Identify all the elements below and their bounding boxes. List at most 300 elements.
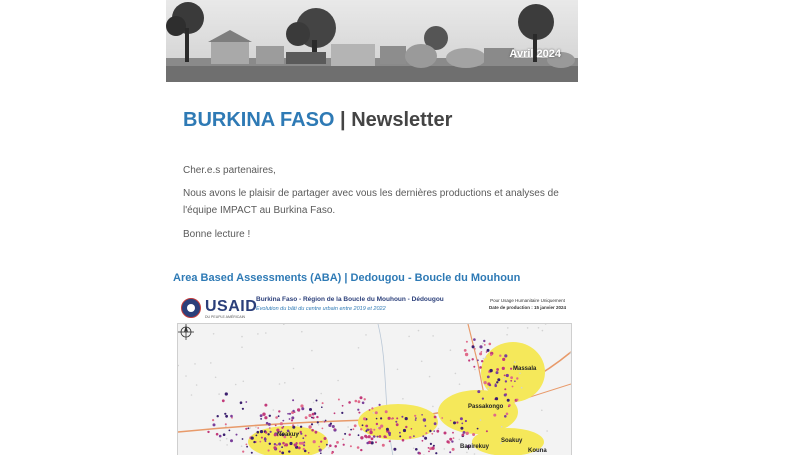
- background-dot: [215, 377, 217, 379]
- building-dot: [433, 430, 435, 432]
- closing-text: Bonne lecture !: [183, 229, 251, 240]
- background-dot: [413, 447, 415, 449]
- background-dot: [507, 327, 509, 329]
- building-dot: [516, 377, 518, 379]
- building-dot: [303, 448, 305, 450]
- background-dot: [191, 394, 193, 396]
- usaid-wordmark: USAID: [205, 298, 258, 315]
- background-dot: [432, 335, 434, 337]
- building-dot: [512, 386, 514, 388]
- building-dot: [499, 355, 501, 357]
- building-dot: [309, 408, 312, 411]
- building-dot: [396, 423, 399, 426]
- background-dot: [429, 376, 431, 378]
- building-dot: [355, 400, 358, 403]
- building-dot: [308, 414, 311, 417]
- building-dot: [385, 410, 388, 413]
- building-dot: [360, 396, 363, 399]
- background-dot: [444, 448, 446, 450]
- greeting-text: Cher.e.s partenaires,: [183, 165, 276, 176]
- building-dot: [350, 429, 352, 431]
- background-dot: [397, 369, 399, 371]
- building-dot: [324, 421, 326, 423]
- building-dot: [496, 371, 499, 374]
- building-dot: [366, 429, 368, 431]
- building-dot: [261, 437, 263, 439]
- building-dot: [366, 442, 369, 445]
- building-dot: [464, 349, 467, 352]
- building-dot: [245, 401, 247, 403]
- building-dot: [321, 406, 323, 408]
- building-dot: [481, 351, 483, 353]
- building-dot: [334, 428, 336, 430]
- building-dot: [319, 449, 322, 452]
- building-dot: [358, 400, 361, 403]
- background-dot: [235, 384, 237, 386]
- building-dot: [213, 423, 216, 426]
- background-dot: [358, 347, 360, 349]
- building-dot: [281, 446, 283, 448]
- building-dot: [362, 424, 364, 426]
- background-dot: [301, 331, 303, 333]
- building-dot: [262, 413, 265, 416]
- place-label-soakuy: Soakuy: [501, 438, 523, 444]
- building-dot: [278, 410, 280, 412]
- background-dot: [337, 380, 339, 382]
- building-dot: [453, 421, 456, 424]
- building-dot: [479, 345, 482, 348]
- building-dot: [242, 451, 244, 453]
- building-dot: [430, 443, 432, 445]
- background-dot: [485, 357, 487, 359]
- building-dot: [450, 420, 452, 422]
- building-dot: [320, 452, 322, 454]
- background-dot: [450, 349, 452, 351]
- background-dot: [474, 369, 476, 371]
- building-dot: [260, 418, 262, 420]
- building-dot: [373, 435, 376, 438]
- building-dot: [449, 438, 452, 441]
- building-dot: [465, 353, 468, 356]
- background-dot: [503, 378, 505, 380]
- building-dot: [308, 425, 311, 428]
- background-dot: [322, 420, 324, 422]
- building-dot: [360, 436, 363, 439]
- background-dot: [194, 363, 196, 365]
- building-dot: [269, 427, 271, 429]
- building-dot: [282, 442, 285, 445]
- building-dot: [342, 405, 344, 407]
- building-dot: [419, 452, 421, 454]
- building-dot: [415, 419, 417, 421]
- building-dot: [479, 352, 482, 355]
- building-dot: [409, 436, 412, 439]
- building-dot: [507, 399, 510, 402]
- map-canvas: [177, 323, 572, 455]
- building-dot: [229, 430, 231, 432]
- title-separator: |: [334, 109, 352, 131]
- building-dot: [375, 441, 377, 443]
- map-image[interactable]: [173, 290, 574, 455]
- building-dot: [216, 433, 219, 436]
- building-dot: [368, 435, 371, 438]
- building-dot: [318, 446, 320, 448]
- background-dot: [542, 330, 544, 332]
- building-dot: [270, 431, 272, 433]
- building-dot: [305, 435, 307, 437]
- background-dot: [455, 373, 457, 375]
- building-dot: [371, 407, 373, 409]
- building-dot: [405, 417, 408, 420]
- building-dot: [342, 438, 344, 440]
- building-dot: [281, 427, 283, 429]
- building-dot: [486, 430, 488, 432]
- building-dot: [264, 404, 267, 407]
- building-dot: [388, 417, 391, 420]
- building-dot: [273, 446, 276, 449]
- building-dot: [444, 432, 447, 435]
- map-production-note: [489, 297, 566, 311]
- building-dot: [414, 415, 416, 417]
- building-dot: [411, 428, 413, 430]
- building-dot: [257, 431, 260, 434]
- building-dot: [389, 440, 391, 442]
- building-dot: [403, 429, 406, 432]
- building-dot: [268, 449, 270, 451]
- background-dot: [241, 346, 243, 348]
- building-dot: [246, 446, 248, 448]
- usage-note: Pour Usage Humanitaire Uniquement: [490, 298, 565, 303]
- background-dot: [506, 334, 508, 336]
- building-dot: [504, 415, 507, 418]
- building-dot: [379, 404, 381, 406]
- building-dot: [373, 429, 375, 431]
- building-dot: [331, 452, 333, 454]
- background-dot: [283, 324, 285, 325]
- building-dot: [264, 416, 267, 419]
- building-dot: [313, 440, 316, 443]
- building-dot: [225, 415, 228, 418]
- building-dot: [375, 411, 378, 414]
- building-dot: [484, 344, 486, 346]
- building-dot: [212, 419, 214, 421]
- building-dot: [434, 422, 437, 425]
- building-dot: [395, 421, 397, 423]
- building-dot: [334, 445, 337, 448]
- building-dot: [377, 436, 379, 438]
- building-dot: [424, 437, 427, 440]
- background-dot: [225, 425, 227, 427]
- background-dot: [311, 350, 313, 352]
- building-dot: [357, 409, 359, 411]
- background-dot: [432, 406, 434, 408]
- building-dot: [291, 419, 293, 421]
- background-dot: [408, 336, 410, 338]
- building-dot: [466, 432, 469, 435]
- building-dot: [456, 421, 458, 423]
- building-dot: [483, 340, 485, 342]
- building-dot: [251, 437, 254, 440]
- building-dot: [508, 406, 510, 408]
- building-dot: [472, 345, 475, 348]
- building-dot: [360, 428, 362, 430]
- background-dot: [482, 343, 484, 345]
- building-dot: [360, 449, 362, 451]
- building-dot: [473, 338, 476, 341]
- background-dot: [546, 430, 548, 432]
- usaid-tagline: DU PEUPLE AMÉRICAIN: [205, 315, 246, 319]
- background-dot: [365, 334, 367, 336]
- building-dot: [463, 431, 466, 434]
- background-dot: [421, 361, 423, 363]
- building-dot: [484, 381, 487, 384]
- background-dot: [243, 381, 245, 383]
- background-dot: [210, 362, 212, 364]
- building-dot: [230, 415, 233, 418]
- building-dot: [326, 444, 328, 446]
- builtup-zone-passakongo: [438, 390, 518, 434]
- place-label-kouna: Kouna: [528, 448, 547, 454]
- building-dot: [453, 437, 455, 439]
- building-dot: [497, 378, 500, 381]
- background-dot: [459, 383, 461, 385]
- building-dot: [334, 412, 336, 414]
- building-dot: [358, 434, 360, 436]
- background-dot: [241, 336, 243, 338]
- building-dot: [510, 376, 513, 379]
- building-dot: [289, 413, 291, 415]
- building-dot: [380, 425, 383, 428]
- building-dot: [300, 426, 302, 428]
- background-dot: [273, 409, 275, 411]
- background-dot: [488, 388, 490, 390]
- background-dot: [521, 387, 523, 389]
- background-dot: [514, 361, 516, 363]
- building-dot: [251, 452, 253, 454]
- building-dot: [460, 427, 463, 430]
- building-dot: [350, 445, 352, 447]
- building-dot: [311, 429, 314, 432]
- building-dot: [294, 444, 297, 447]
- background-dot: [527, 327, 529, 329]
- background-dot: [328, 447, 330, 449]
- header-banner-photo: [166, 0, 578, 82]
- building-dot: [288, 450, 290, 452]
- building-dot: [217, 415, 219, 417]
- building-dot: [495, 397, 498, 400]
- building-dot: [474, 348, 476, 350]
- map-title: Burkina Faso - Région de la Boucle du Mouhoun - Dédougou: [256, 296, 444, 303]
- building-dot: [433, 445, 435, 447]
- building-dot: [300, 433, 302, 435]
- building-dot: [248, 427, 250, 429]
- building-dot: [343, 444, 345, 446]
- building-dot: [386, 428, 389, 431]
- building-dot: [329, 444, 332, 447]
- map-subtitle: Evolution du bâti du centre urbain entre 2019 et 2022: [256, 306, 386, 312]
- building-dot: [495, 383, 497, 385]
- building-dot: [312, 413, 315, 416]
- building-dot: [415, 417, 417, 419]
- building-dot: [449, 451, 451, 453]
- building-dot: [504, 394, 507, 397]
- building-dot: [510, 380, 512, 382]
- building-dot: [502, 367, 505, 370]
- map-header: [173, 290, 574, 322]
- building-dot: [380, 417, 382, 419]
- building-dot: [256, 435, 258, 437]
- building-dot: [428, 447, 430, 449]
- background-dot: [318, 424, 320, 426]
- building-dot: [362, 402, 365, 405]
- background-dot: [519, 373, 521, 375]
- section-heading-link[interactable]: Area Based Assessments (ABA) | Dedougou - Boucle du Mouhoun: [173, 272, 521, 284]
- place-label-passakongo: Passakongo: [468, 404, 504, 410]
- building-dot: [297, 408, 300, 411]
- background-dot: [185, 375, 187, 377]
- building-dot: [305, 416, 308, 419]
- building-dot: [496, 381, 498, 383]
- building-dot: [423, 418, 426, 421]
- building-dot: [466, 341, 468, 343]
- building-dot: [259, 441, 261, 443]
- building-dot: [279, 451, 281, 453]
- background-dot: [501, 426, 503, 428]
- building-dot: [278, 443, 281, 446]
- building-dot: [422, 440, 424, 442]
- newsletter-date: Avril 2024: [509, 48, 561, 60]
- building-dot: [382, 444, 385, 447]
- building-dot: [341, 412, 343, 414]
- background-dot: [538, 327, 540, 329]
- building-dot: [338, 399, 340, 401]
- building-dot: [481, 360, 483, 362]
- building-dot: [289, 418, 291, 420]
- building-dot: [291, 416, 294, 419]
- building-dot: [452, 432, 454, 434]
- building-dot: [510, 368, 512, 370]
- building-dot: [506, 413, 509, 416]
- building-dot: [240, 401, 243, 404]
- building-dot: [253, 441, 255, 443]
- building-dot: [348, 401, 351, 404]
- background-dot: [545, 324, 547, 325]
- building-dot: [370, 428, 373, 431]
- place-label-noakuy: Noakuy: [277, 432, 299, 438]
- village-photo: [166, 0, 578, 82]
- background-dot: [284, 382, 286, 384]
- building-dot: [504, 388, 506, 390]
- building-dot: [389, 434, 391, 436]
- building-dot: [353, 428, 355, 430]
- building-dot: [369, 431, 372, 434]
- building-dot: [396, 417, 398, 419]
- building-dot: [461, 423, 463, 425]
- building-dot: [434, 416, 437, 419]
- building-dot: [460, 417, 463, 420]
- building-dot: [317, 421, 319, 423]
- building-dot: [489, 343, 492, 346]
- building-dot: [473, 366, 475, 368]
- building-dot: [399, 432, 401, 434]
- background-dot: [402, 398, 404, 400]
- building-dot: [311, 417, 313, 419]
- background-dot: [249, 427, 251, 429]
- background-dot: [483, 358, 485, 360]
- building-dot: [332, 425, 335, 428]
- building-dot: [425, 425, 427, 427]
- building-dot: [391, 418, 393, 420]
- building-dot: [431, 447, 434, 450]
- background-dot: [459, 439, 461, 441]
- building-dot: [482, 398, 484, 400]
- building-dot: [287, 413, 289, 415]
- building-dot: [275, 425, 277, 427]
- background-dot: [226, 438, 228, 440]
- building-dot: [316, 416, 318, 418]
- newsletter-label: Newsletter: [351, 109, 453, 131]
- building-dot: [344, 433, 346, 435]
- building-dot: [399, 435, 401, 437]
- building-dot: [365, 425, 368, 428]
- background-dot: [293, 368, 295, 370]
- background-dot: [255, 426, 257, 428]
- building-dot: [357, 446, 360, 449]
- background-dot: [213, 333, 215, 335]
- intro-paragraph: Nous avons le plaisir de partager avec vous les dernières productions et analyses de l'équipe IMPACT au Burkina Faso.: [183, 188, 559, 216]
- building-dot: [322, 428, 324, 430]
- building-dot: [300, 404, 303, 407]
- building-dot: [223, 433, 226, 436]
- building-dot: [320, 441, 322, 443]
- building-dot: [311, 423, 313, 425]
- background-dot: [297, 425, 299, 427]
- background-dot: [241, 445, 243, 447]
- page-title: [183, 109, 452, 132]
- building-dot: [393, 448, 396, 451]
- building-dot: [429, 430, 431, 432]
- building-dot: [468, 359, 470, 361]
- background-dot: [373, 412, 375, 414]
- building-dot: [441, 417, 443, 419]
- building-dot: [401, 416, 403, 418]
- building-dot: [302, 437, 304, 439]
- building-dot: [316, 400, 318, 402]
- building-dot: [280, 422, 283, 425]
- building-dot: [266, 422, 269, 425]
- building-dot: [222, 399, 225, 402]
- building-dot: [298, 447, 301, 450]
- building-dot: [207, 431, 209, 433]
- building-dot: [275, 416, 278, 419]
- building-dot: [242, 438, 244, 440]
- building-dot: [267, 433, 269, 435]
- building-dot: [242, 408, 244, 410]
- building-dot: [315, 431, 318, 434]
- building-dot: [219, 435, 222, 438]
- building-dot: [246, 444, 248, 446]
- building-dot: [265, 431, 267, 433]
- usaid-logo: [179, 296, 258, 319]
- building-dot: [336, 441, 339, 444]
- background-dot: [218, 393, 220, 395]
- building-dot: [436, 430, 439, 433]
- background-dot: [377, 427, 379, 429]
- building-dot: [260, 414, 263, 417]
- building-dot: [490, 354, 492, 356]
- building-dot: [477, 428, 479, 430]
- building-dot: [260, 430, 263, 433]
